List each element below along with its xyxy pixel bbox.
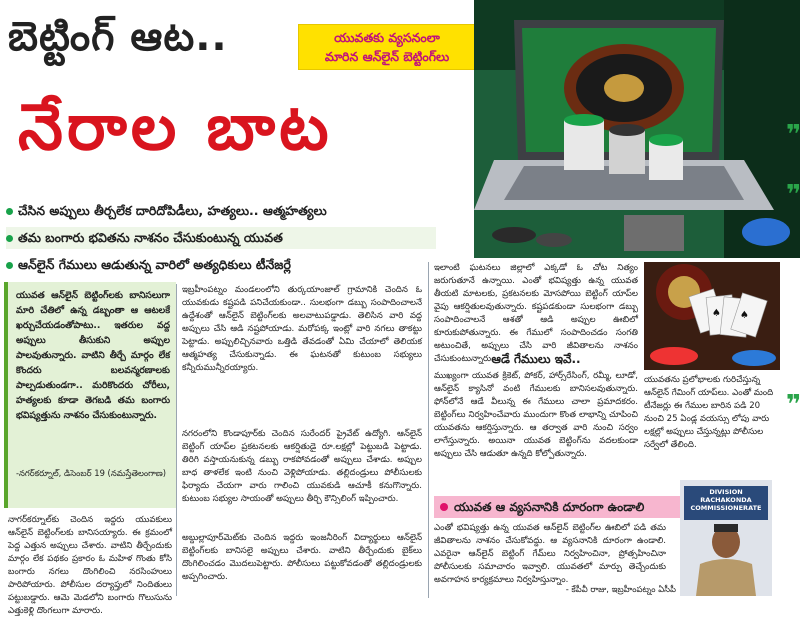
kicker-line1: యువతకు వ్యసనంలా	[334, 30, 440, 45]
kicker-line2: మారిన ఆన్‌లైన్ బెట్టింగ్‌లు	[324, 49, 450, 64]
story-column-middle-3	[182, 532, 422, 598]
column-divider	[176, 284, 177, 596]
story-mid-3: అబ్దుల్లాపూర్‌మెట్‌కు చెందిన ఇద్దరు ఇంజనీరింగ్ విద్యార్థులు ఆన్‌లైన్ బెట్టింగ్‌లకు బానిసలై అప్పులు చేశారు. వాటిని తీర్చేందుకు బైక్‌లు దొంగిలించడం మొదలుపెట్టారు. పోలీసులు పట్టుకోవడంతో తల్లిదండ్రులకు అప్పగించారు.	[182, 533, 422, 582]
story-left-text: నాగర్‌కర్నూల్‌కు చెందిన ఇద్దరు యువకులు ఆన్‌లైన్ బెట్టింగ్‌లకు బానిసయ్యారు. ఈ క్రమంలో పెద్ద ఎత్తున అప్పులు చేశారు. వాటిని తీర్చేందుకు మార్గం లేక పథకం ప్రకారం ఓ మహిళ గొంతు కోసి బంగారు నగలు దొంగిలించి నరసింహులు పారిపోయారు. పోలీసుల దర్యాప్తులో నిందితులు పట్టుబడ్డారు. ఆమె మెడలోని బంగారు గొలుసును ఎత్తుకెళ్లి దొంగలుగా మారారు.	[8, 515, 172, 616]
story-right-mid: ముఖ్యంగా యువత క్రికెట్, పోకర్, హార్స్‌రేసింగ్, రమ్మీ, లూడో, ఆన్‌లైన్ క్యాసినో వంటి గేములకు బానిసలవుతున్నారు. ఫోన్‌లోనే ఆడే వీలున్న ఈ గేములు చాలా ప్రమాదకరం. బెట్టింగ్‌లు నిర్వహించేవారు ముందుగా కొంత లాభాన్ని చూపించి యువతను ఆకర్షిస్తున్నారు. ఆ తర్వాత వారి నుంచి సర్వం లాగేస్తున్నారు. అయినా యువత బెట్టింగ్‌ను వదలకుండా అప్పులు చేసి ఆడుతూ ఉన్నది కోల్పోతున్నారు.	[434, 371, 638, 459]
quote-mark-icon: ❞	[786, 180, 801, 210]
story-column-left	[8, 514, 172, 616]
story-column-right-mid	[434, 370, 638, 492]
games-subhead: ఆడే గేములు ఇవే..	[491, 352, 581, 366]
officer-photo	[680, 480, 772, 596]
column-divider	[428, 262, 429, 598]
intro-byline: -నగర్‌కర్నూల్, డిసెంబర్ 19 (నమస్తేతెలంగాణ)	[16, 468, 167, 478]
story-column-middle-2	[182, 428, 422, 528]
story-bottom: ఎంతో భవిష్యత్తు ఉన్న యువత ఆన్‌లైన్ బెట్టింగ్‌ల ఊబిలో పడి తమ జీవితాలను నాశనం చేసుకోవద్దు. ఆ వ్యసనానికి దూరంగా ఉండాలి. ఎవరైనా ఆన్‌లైన్ బెట్టింగ్ గేమ్‌లు నిర్వహించినా, ప్రోత్సహించినా పోలీసులకు సమాచారం ఇవ్వాలి. యువతలో మార్పు తెచ్చేందుకు అవగాహన కార్యక్రమాలు నిర్వహిస్తున్నాం.	[434, 523, 666, 585]
acp-signature: - కేపీవీ రాజు, ఇబ్రహీంపట్నం ఏసీపీ	[565, 584, 676, 594]
bullet-dot-icon	[6, 208, 13, 215]
bullet-dot-icon	[6, 235, 13, 242]
story-column-middle-1	[182, 284, 422, 424]
cards-photo	[644, 262, 780, 370]
photo-caption: యువతను ప్రలోభాలకు గురిచేస్తున్న ఆన్‌లైన్ గేమింగ్ యాప్‌లు. ఎంతో మంది టీనేజర్లు ఈ గేముల బారిన పడి 20 నుంచి 25 ఏండ్ల వయస్సు లోపు వారు లక్షల్లో అప్పులు చేస్తున్నట్లు పోలీసుల సర్వేలో తేలింది.	[644, 375, 774, 450]
intro-text: యువత ఆన్‌లైన్ బెట్టింగ్‌లకు బానిసలుగా మారి చేతిలో ఉన్న డబ్బంతా ఆ ఆటలకే ఖర్చుచేయడంతోపాటు.. ఇతరుల వద్ద అప్పులు తీసుకుని అప్పుల పాలవుతున్నారు. వాటిని తీర్చే మార్గం లేక కొందరు బలవన్మరణాలకు పాల్పడుతుండగా.. మరికొందరు చోరీలు, హత్యలకు కూడా తెగబడి తమ బంగారు భవిష్యత్తును నాశనం చేసుకుంటున్నారు.	[16, 290, 170, 421]
bullet-dot-icon	[6, 262, 13, 269]
kicker-box	[298, 24, 476, 70]
svg-text:♠: ♠	[712, 308, 721, 319]
casino-laptop-photo	[474, 0, 800, 258]
quote-header: యువత ఆ వ్యసనానికి దూరంగా ఉండాలి	[434, 496, 694, 518]
story-mid-2: నగరంలోని కొండాపూర్‌కు చెందిన సురేందర్ ప్రైవేట్ ఉద్యోగి. ఆన్‌లైన్ బెట్టింగ్ యాప్‌ల ప్రకటనలకు ఆకర్షితుడై రూ.లక్షల్లో పెట్టుబడి పెట్టాడు. తిరిగి వస్తాయనుకున్న డబ్బు రాకపోవడంతో అప్పులు చేశాడు. అప్పుల బాధ తాళలేక ఇంటి నుంచి వెళ్లిపోయాడు. తల్లిదండ్రులు పోలీసులకు ఫిర్యాదు చేయగా వారు గాలించి యువకుడి ఆచూకీ కనుగొన్నారు. కుటుంబ సభ్యుల సాయంతో అప్పులు తీర్చి కౌన్సిలింగ్ ఇప్పించారు.	[182, 429, 422, 504]
quote-mark-icon: ❞	[786, 120, 801, 150]
headline-line1: బెట్టింగ్ ఆట..	[8, 14, 228, 60]
bullet-3: ఆన్‌లైన్ గేములు ఆడుతున్న వారిలో అత్యధికులు టీనేజర్లే	[6, 254, 436, 276]
division-sign: DIVISION RACHAKONDA COMMISSIONERATE	[690, 488, 762, 512]
bullet-1: చేసిన అప్పులు తీర్చలేక దారిదోపిడీలు, హత్యలు.. ఆత్మహత్యలు	[6, 200, 476, 222]
quote-mark-icon: ❞	[786, 390, 801, 420]
intro-box	[4, 282, 176, 508]
mouse-icon	[742, 218, 790, 246]
headline-line2: నేరాల బాట	[18, 91, 333, 165]
story-right-top: ఇలాంటి ఘటనలు జిల్లాలో ఎక్కడో ఓ చోట నిత్యం జరుగుతూనే ఉన్నాయి. ఎంతో భవిష్యత్తు ఉన్న యువత తీయటి మాటలకు, ప్రకటనలకు మోసపోయి బెట్టింగ్ యాప్‌ల వైపు ఆకర్షితులవుతున్నారు. కష్టపడకుండా సులభంగా డబ్బు సంపాదించాలనే ఆశతో ఆడి అప్పుల ఊబిలో కూరుకుపోతున్నారు. ఈ గేములో సంపాదించడం సంగతి అటుంచితే, అప్పులు చేసి వారి జీవితాలను నాశనం చేసుకుంటున్నారు.	[434, 263, 638, 364]
story-mid-1: ఇబ్రహీంపట్నం మండలంలోని తుర్కయాంజాల్ గ్రామానికి చెందిన ఓ యువకుడు కష్టపడి పనిచేయకుండా.. సులభంగా డబ్బు సంపాదించాలనే ఉద్దేశంతో ఆన్‌లైన్ బెట్టింగ్‌లకు అలవాటుపడ్డాడు. తెలిసిన వారి వద్ద అప్పులు చేసి ఆడి నష్టపోయాడు. మరోపక్క ఇంట్లో వారి నగలు తాకట్టు పెట్టాడు. అప్పులిచ్చినవారు ఒత్తిడి తేవడంతో ఏమి చేయాలో తెలియక ఆత్మహత్య చేసుకున్నాడు. ఈ ఘటనతో కుటుంబ సభ్యులు కన్నీరుమున్నీరయ్యారు.	[182, 285, 422, 373]
svg-text:♠: ♠	[740, 310, 749, 321]
story-column-bottom	[434, 522, 666, 585]
bullet-2: తమ బంగారు భవితను నాశనం చేసుకుంటున్న యువత	[6, 227, 436, 249]
